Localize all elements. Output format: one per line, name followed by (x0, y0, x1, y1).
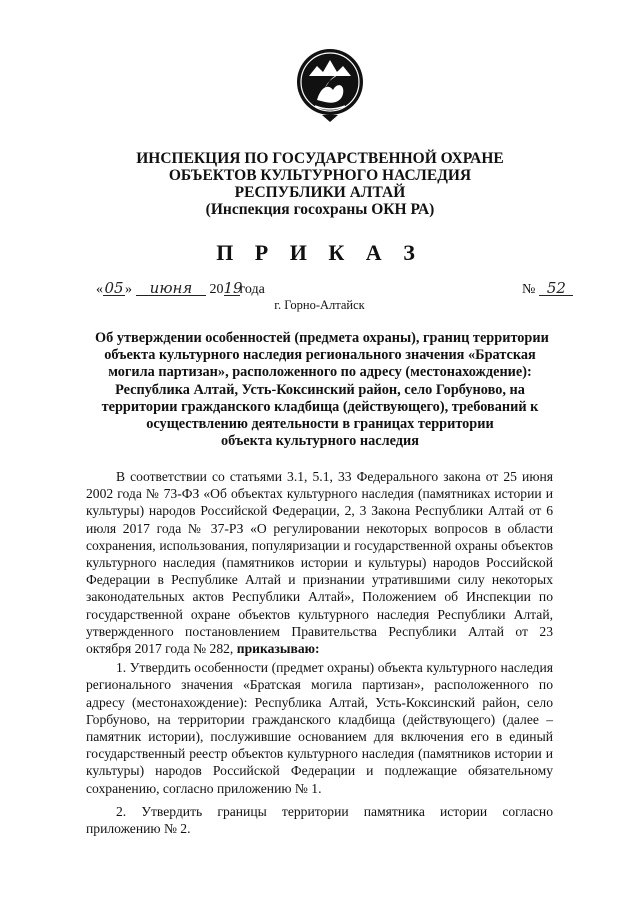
subject-line-2: объекта культурного наследия регионального значения «Братская (104, 347, 536, 364)
order-year-word: года (239, 282, 265, 297)
order-body (86, 468, 553, 837)
document-type-title: П Р И К А З (216, 240, 423, 265)
subject-line-6: осуществлению деятельности в границах территории (146, 416, 494, 433)
preamble-text: В соответствии со статьями 3.1, 5.1, 33 Федерального закона от 25 июня 2002 года № 73-ФЗ «Об объектах культурного наследия (памятниках истории и культуры) народов Российской Федерации, 2, 3 Закона Республики Алтай от 6 июля 2017 года № 37-РЗ «О регулировании некоторых вопросов в области сохранения, использования, популяризации и государственной охраны объектов культурного наследия (памятников истории и культуры) народов Российской Федерации в Республике Алтай и признании утратившими силу некоторых законодательных актов Республики Алтай», Положением об Инспекции по государственной охране объектов культурного наследия Республики Алтай, утвержденного постановлением Правительства Республики Алтай от 23 октября 2017 года № 282, (86, 469, 553, 657)
order-month: июня (136, 281, 206, 296)
subject-line-1: Об утверждении особенностей (предмета охраны), границ территории (95, 330, 549, 346)
organization-line-3: РЕСПУБЛИКИ АЛТАЙ (234, 184, 406, 201)
subject-line-5: территории гражданского кладбища (действующего), требований к (101, 398, 539, 415)
order-year-prefix: 20 (209, 282, 224, 297)
subject-line-7: объекта культурного наследия (221, 433, 419, 450)
order-number-value: 52 (539, 281, 573, 296)
organization-header (90, 150, 550, 218)
subject-line-4: Республика Алтай, Усть-Коксинский район, село Горбуново, на (115, 381, 525, 398)
quote-open: « (96, 282, 103, 297)
order-item-1: 1. Утвердить особенности (предмет охраны) объекта культурного наследия регионального значения «Братская могила партизан», расположенного по адресу (местонахождение): Республика Алтай, Усть-Коксинский район, село Горбуново, на территории гражданского кладбища (действующего) (далее – памятник истории), послужившие основанием для включения его в единый государственный реестр объектов культурного наследия (памятников истории и культуры) народов Российской Федерации и подлежащие обязательному сохранению, согласно приложению № 1. (86, 660, 553, 796)
coat-of-arms-emblem (295, 42, 365, 124)
order-item-2: 2. Утвердить границы территории памятника истории согласно приложению № 2. (86, 803, 553, 837)
organization-short-name: (Инспекция госохраны ОКН РА) (205, 201, 435, 218)
organization-line-2: ОБЪЕКТОВ КУЛЬТУРНОГО НАСЛЕДИЯ (168, 167, 472, 184)
order-day: 05 (104, 279, 124, 297)
order-subject (95, 330, 549, 450)
preamble-paragraph (86, 468, 553, 657)
order-date (96, 281, 265, 298)
quote-close: » (125, 282, 132, 297)
order-city: г. Горно-Алтайск (274, 298, 365, 312)
preamble-directive: приказываю: (236, 641, 320, 657)
order-number (522, 281, 573, 298)
subject-line-3: могила партизан», расположенного по адресу (местонахождение): (108, 364, 532, 381)
order-number-label: № (522, 282, 536, 297)
organization-line-1: ИНСПЕКЦИЯ ПО ГОСУДАРСТВЕННОЙ ОХРАНЕ (136, 150, 504, 167)
order-year-suffix: 19 (223, 279, 243, 297)
